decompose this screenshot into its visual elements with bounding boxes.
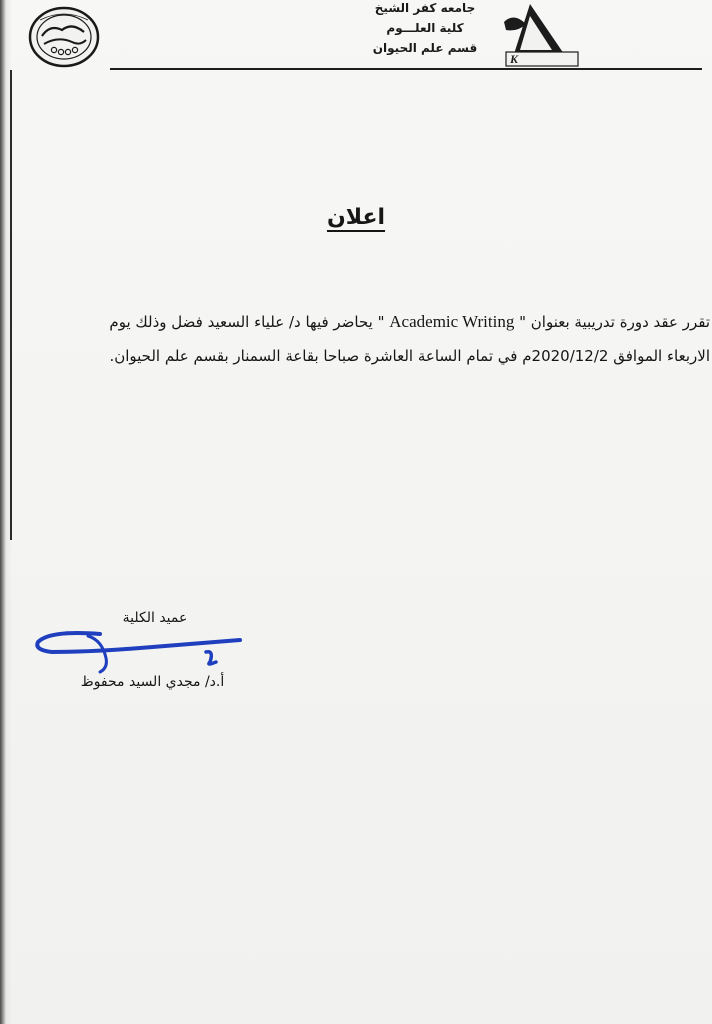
- letterhead-rule: [110, 68, 702, 70]
- university-name: جامعه كفر الشيخ: [374, 1, 476, 15]
- course-title: Academic Writing: [389, 312, 515, 331]
- signatory-role: عميد الكلية: [122, 610, 188, 626]
- svg-text:K: K: [510, 52, 519, 66]
- letterhead: [355, 0, 495, 58]
- handwritten-signature: [30, 628, 245, 676]
- announcement-title: اعلان: [326, 205, 386, 230]
- announcement-line-2: الاربعاء الموافق 2020/12/2م في تمام الساعة العاشرة صباحا بقاعة السمنار بقسم علم الحيوان.: [109, 347, 710, 365]
- announcement-body: [60, 305, 710, 373]
- signatory-name: أ.د/ مجدي السيد محفوظ: [80, 674, 225, 690]
- faculty-seal-logo: [28, 6, 100, 68]
- department-name: قسم علم الحيوان: [372, 41, 478, 55]
- university-logo: [500, 2, 582, 68]
- margin-rule: [10, 70, 12, 540]
- faculty-name: كلية العلـــوم: [386, 21, 464, 35]
- announcement-line-1: تقرر عقد دورة تدريبية بعنوان " Academic Writing " يحاضر فيها د/ علياء السعيد فضل وذلك يوم: [109, 312, 710, 331]
